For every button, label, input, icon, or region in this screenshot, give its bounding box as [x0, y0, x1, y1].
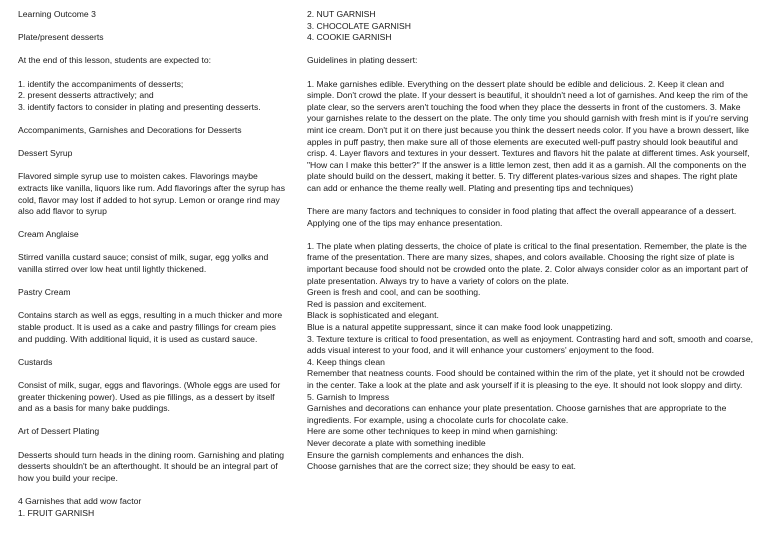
factors-text: There are many factors and techniques to consider in food plating that affect the overall appearance of a dessert. Applying one of the tips may enhance presentation.	[307, 206, 737, 228]
technique-item: Ensure the garnish complements and enhances the dish.	[307, 449, 524, 460]
anglaise-heading: Cream Anglaise	[18, 229, 79, 240]
technique-item: Choose garnishes that are the correct size; they should be easy to eat.	[307, 461, 576, 472]
color-item: Red is passion and excitement.	[307, 298, 427, 309]
garnish-item: 1. FRUIT GARNISH	[18, 507, 95, 518]
objective-item: 3. identify factors to consider in plating and presenting desserts.	[18, 101, 261, 112]
custards-text: Consist of milk, sugar, eggs and flavorings. (Whole eggs are used for greater thickening power). Used as pie fillings, as a dessert by itself and as a basis for many bake puddings.	[18, 380, 281, 414]
garnish-list-continued	[307, 9, 753, 44]
garnish-item: 3. CHOCOLATE GARNISH	[307, 20, 411, 31]
objective-item: 1. identify the accompaniments of desserts;	[18, 78, 184, 89]
color-item: Black is sophisticated and elegant.	[307, 310, 439, 321]
pastry-heading: Pastry Cream	[18, 287, 71, 298]
section-heading: Accompaniments, Garnishes and Decorations for Desserts	[18, 124, 242, 135]
garnish-item: 2. NUT GARNISH	[307, 9, 376, 19]
impress-heading: 5. Garnish to Impress	[307, 391, 390, 402]
objectives-list	[18, 79, 290, 114]
clean-text: Remember that neatness counts. Food should be contained within the rim of the plate, yet it should not be crowded in the center. Take a look at the plate and ask yourself if it is pleasing to the eye. It should not look sloppy and dirty.	[307, 368, 745, 390]
objective-item: 2. present desserts attractively; and	[18, 90, 154, 101]
art-text: Desserts should turn heads in the dining room. Garnishing and plating desserts shouldn't be an afterthought. It should be an integral part of how you build your recipe.	[18, 449, 285, 483]
lesson-subtitle: Plate/present desserts	[18, 32, 104, 43]
syrup-heading: Dessert Syrup	[18, 148, 73, 159]
plating-tips	[307, 241, 753, 473]
texture-text: 3. Texture texture is critical to food presentation, as well as enjoyment. Contrasting hard and soft, smooth and coarse, adds visual interest to your food, and it will enhance your customers' enjoyment to the food.	[307, 333, 753, 356]
garnish-intro: 4 Garnishes that add wow factor	[18, 495, 142, 506]
left-column	[18, 9, 290, 519]
guidelines-heading: Guidelines in plating dessert:	[307, 55, 418, 66]
garnish-list-start	[18, 496, 290, 519]
clean-heading: 4. Keep things clean	[307, 356, 385, 367]
technique-item: Never decorate a plate with something inedible	[307, 437, 486, 448]
anglaise-text: Stirred vanilla custard sauce; consist of milk, sugar, egg yolks and vanilla stirred over low heat until lightly thickened.	[18, 252, 269, 275]
objectives-intro: At the end of this lesson, students are expected to:	[18, 55, 212, 66]
garnish-item: 4. COOKIE GARNISH	[307, 32, 392, 43]
custards-heading: Custards	[18, 356, 53, 367]
tips-text: 1. The plate when plating desserts, the choice of plate is critical to the final presentation. Remember, the plate is the frame of the presentation. There are many sizes, shapes, and colors available. Choosing the right size of plate is important because food should not be crowded onto the plate. 2. Color always consider color as an important part of plate presentation. Always try to have a variety of colors on the plate.	[307, 240, 748, 286]
color-item: Blue is a natural appetite suppressant, since it can make food look unappetizing.	[307, 322, 613, 333]
right-column	[307, 9, 753, 473]
color-item: Green is fresh and cool, and can be soothing.	[307, 287, 481, 298]
syrup-text: Flavored simple syrup use to moisten cakes. Flavorings maybe extracts like vanilla, liquors like rum. Add flavorings after the syrup has cold, flavor may lost if added to hot syrup. Lemon or orange rind may also add flavor to syrup	[18, 171, 286, 217]
art-heading: Art of Dessert Plating	[18, 426, 100, 437]
guidelines-text: 1. Make garnishes edible. Everything on the dessert plate should be edible and delicious. 2. Keep it clean and simple. Don't crowd the plate. If your dessert is beautiful, it shouldn't need a lot of garnishes. And keep the rim of the plate clear, so the servers aren't touching the food when they place the desserts in front of the customers. 3. Make your garnishes relate to the dessert on the plate. The only time you should garnish with fresh mint is if you're serving mint ice cream. Don't put it on there just because you think the dessert needs color. If you have a brown dessert, like apples in puff pastry, then make sure all of those elements are executed well-puff pastry should look beautiful and crisp. 4. Layer flavors and textures in your dessert. Textures and flavors hit the palate at different times. Ask yourself, "How can I make this better?" If the answer is a little lemon zest, then add it as a garnish. All the components on the plate should build on the dessert, making it better. 5. Try different plates-various sizes and shapes. The right plate can add or enhance the theme really well. Plating and presenting tips and techniques)	[307, 78, 750, 193]
techniques-intro: Here are some other techniques to keep in mind when garnishing:	[307, 426, 558, 437]
lesson-title: Learning Outcome 3	[18, 9, 96, 19]
pastry-text: Contains starch as well as eggs, resulting in a much thicker and more stable product. It is used as a cake and pastry fillings for cream pies and pudding. With additional liquid, it is used as custard sauce.	[18, 310, 283, 344]
impress-text: Garnishes and decorations can enhance your plate presentation. Choose garnishes that are appropriate to the ingredients. For example, using a chocolate curls for chocolate cake.	[307, 403, 727, 425]
